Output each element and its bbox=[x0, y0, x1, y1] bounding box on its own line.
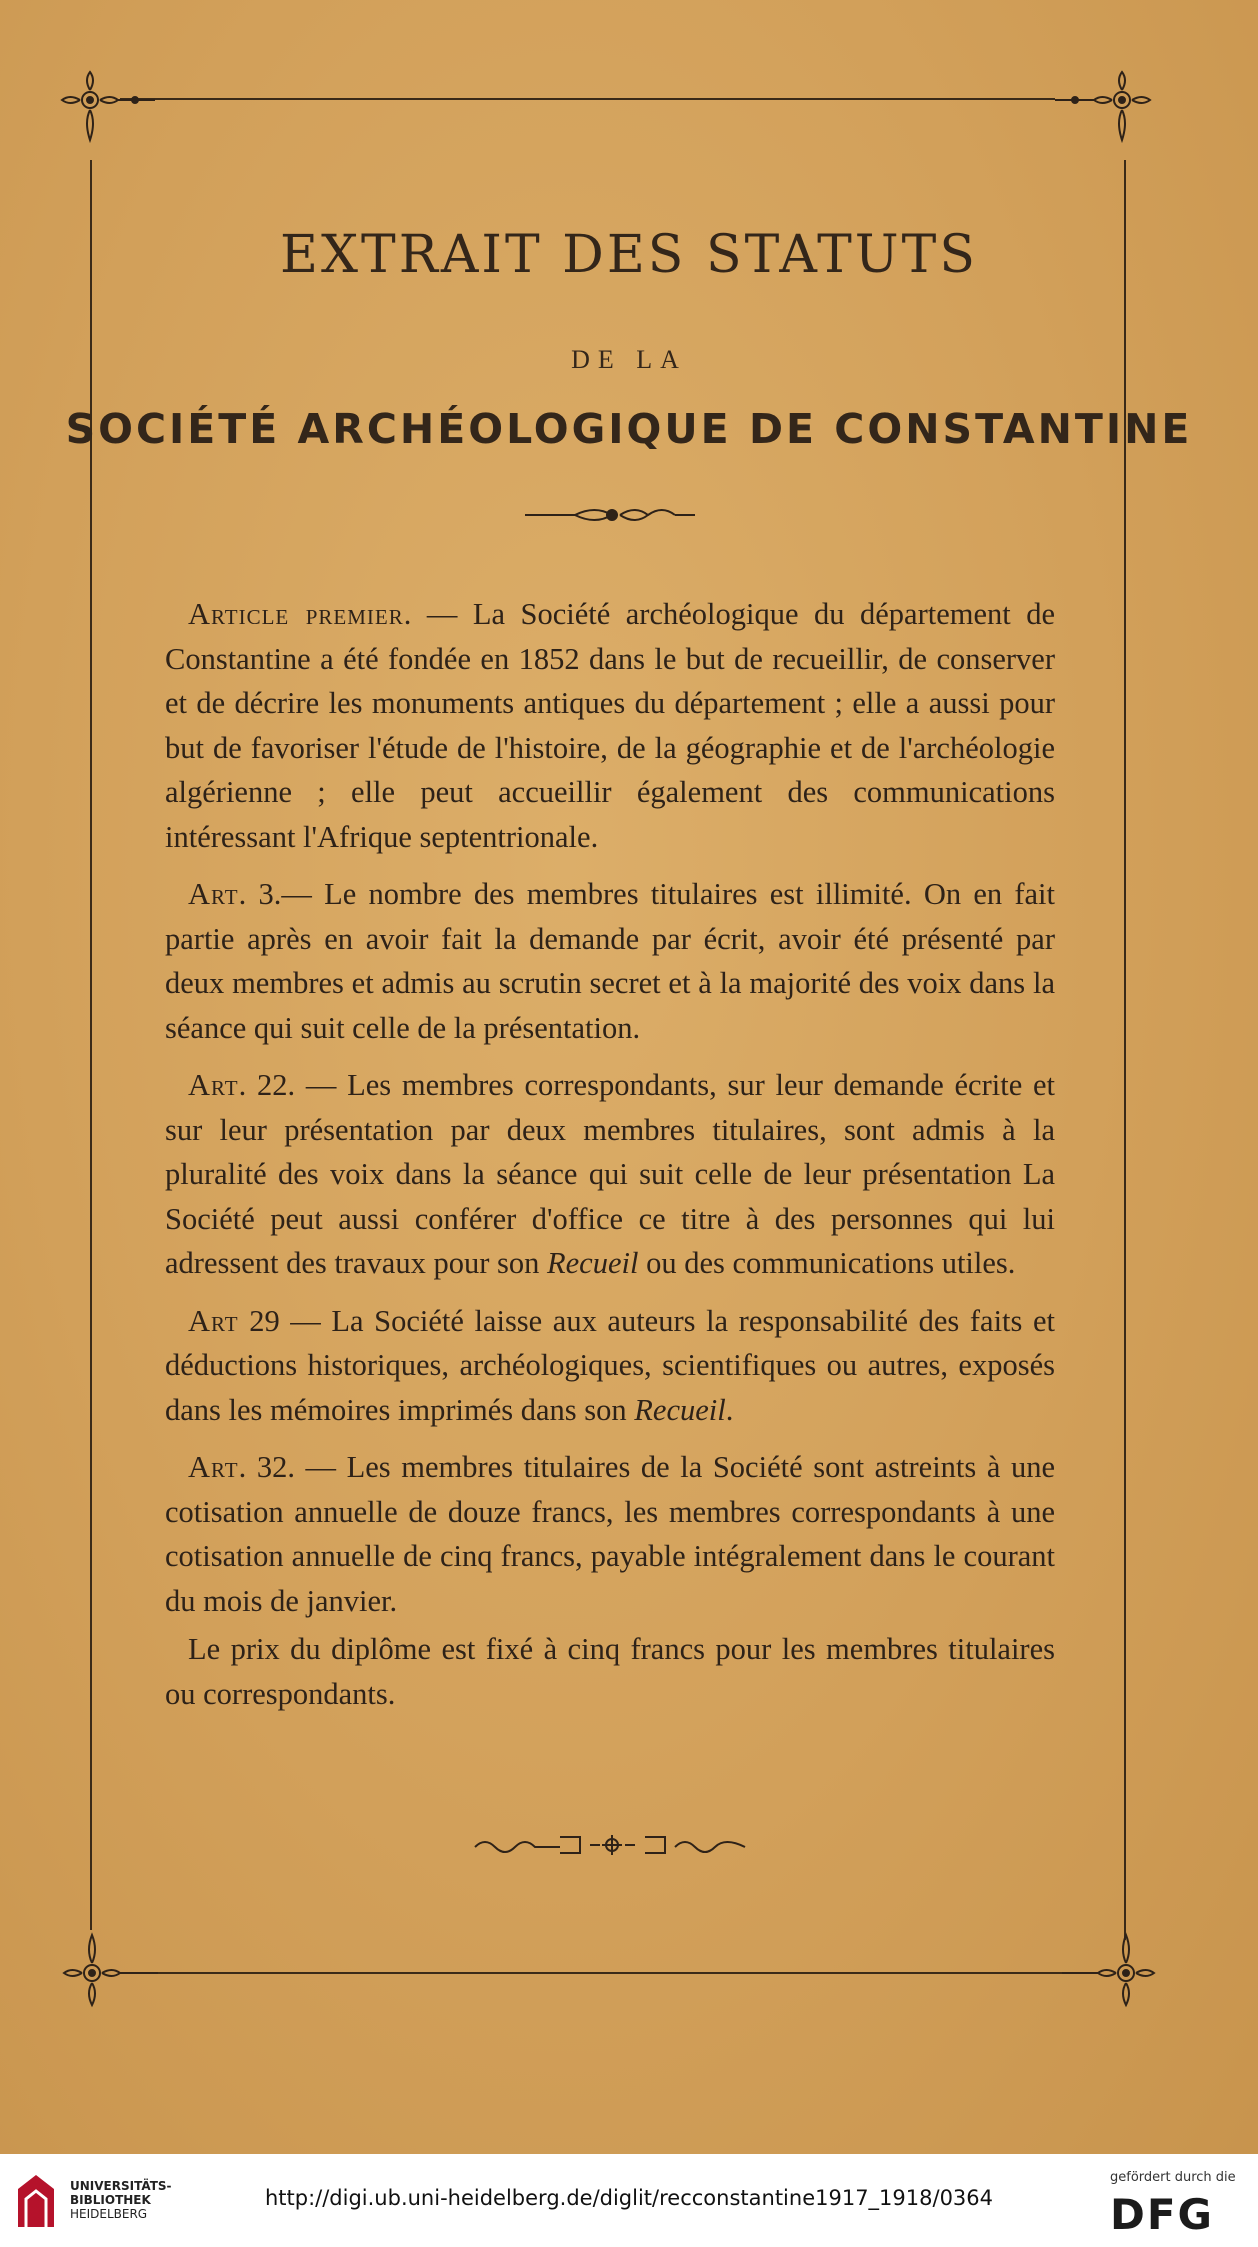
frame-top-line bbox=[120, 98, 1055, 100]
article-paragraph bbox=[165, 1299, 1055, 1433]
corner-ornament-top-left bbox=[50, 60, 160, 150]
recueil-italic: Recueil bbox=[547, 1246, 639, 1280]
statutes-body bbox=[165, 592, 1055, 1729]
corner-ornament-bottom-right bbox=[1060, 1930, 1170, 2020]
article-text-end: . bbox=[725, 1392, 734, 1427]
article-paragraph bbox=[165, 592, 1055, 859]
article-text: . 3.— Le nombre des membres titulaires est illimité. On en fait partie après en avoir fait la demande par écrit, avoir été présenté par deux membres et admis au scrutin secret et à la majorité des voix dans la séance qui suit celle de la présentation. bbox=[165, 877, 1055, 1045]
funding-text: gefördert durch die bbox=[1110, 2170, 1236, 2185]
article-text-end: ou des communications utiles. bbox=[638, 1246, 1016, 1280]
document-title: EXTRAIT DES STATUTS bbox=[280, 225, 978, 285]
article-paragraph bbox=[165, 872, 1055, 1050]
permalink-url[interactable]: http://digi.ub.uni-heidelberg.de/diglit/recconstantine1917_1918/0364 bbox=[264, 2186, 994, 2210]
dfg-logo: DFG bbox=[1110, 2190, 1215, 2239]
corner-ornament-top-right bbox=[1050, 60, 1160, 150]
article-label: Art bbox=[188, 1303, 239, 1338]
diploma-paragraph bbox=[165, 1627, 1055, 1716]
title-connector: DE LA bbox=[571, 345, 687, 374]
article-paragraph bbox=[165, 1063, 1055, 1286]
diploma-text: Le prix du diplôme est fixé à cinq francs pour les membres titulaires ou correspondants. bbox=[165, 1632, 1055, 1711]
article-text: . 22. — Les membres correspondants, sur leur demande écrite et sur leur présentation par deux membres titulaires, sont admis à la pluralité des voix dans la séance qui suit celle de leur présentation La Société peut aussi conférer d'office ce titre à des personnes qui lui adressent des travaux pour son bbox=[165, 1068, 1055, 1280]
title-separator-ornament bbox=[0, 500, 1258, 530]
article-paragraph bbox=[165, 1445, 1055, 1623]
article-text: 29 — La Société laisse aux auteurs la responsabilité des faits et déductions historiques, archéologiques, scientifiques ou autres, exposés dans les mémoires imprimés dans son bbox=[165, 1303, 1055, 1427]
corner-ornament-bottom-left bbox=[50, 1930, 160, 2020]
closing-ornament bbox=[0, 1825, 1258, 1865]
library-name: UNIVERSITÄTS- BIBLIOTHEK HEIDELBERG bbox=[70, 2179, 172, 2221]
article-label: Art bbox=[188, 1068, 239, 1102]
article-label: Art bbox=[188, 1450, 239, 1484]
frame-bottom-line bbox=[135, 1972, 1085, 1974]
article-text: . 32. — Les membres titulaires de la Société sont astreints à une cotisation annuelle de douze francs, les membres correspondants à une cotisation annuelle de cinq francs, payable intégralement dans le courant du mois de janvier. bbox=[165, 1450, 1055, 1618]
article-text: . — La Société archéologique du département de Constantine a été fondée en 1852 dans le but de recueillir, de conserver et de décrire les monuments antiques du département ; elle a aussi pour but de favoriser l'étude de l'histoire, de la géographie et de l'archéologie algérienne ; elle peut accueillir également des communications intéressant l'Afrique septentrionale. bbox=[165, 597, 1055, 854]
article-label: Art bbox=[188, 877, 239, 911]
article-label: Article premier bbox=[188, 597, 404, 631]
society-name: SOCIÉTÉ ARCHÉOLOGIQUE DE CONSTANTINE bbox=[65, 405, 1193, 453]
digitization-footer bbox=[0, 2154, 1258, 2247]
recueil-italic: Recueil bbox=[634, 1392, 726, 1427]
